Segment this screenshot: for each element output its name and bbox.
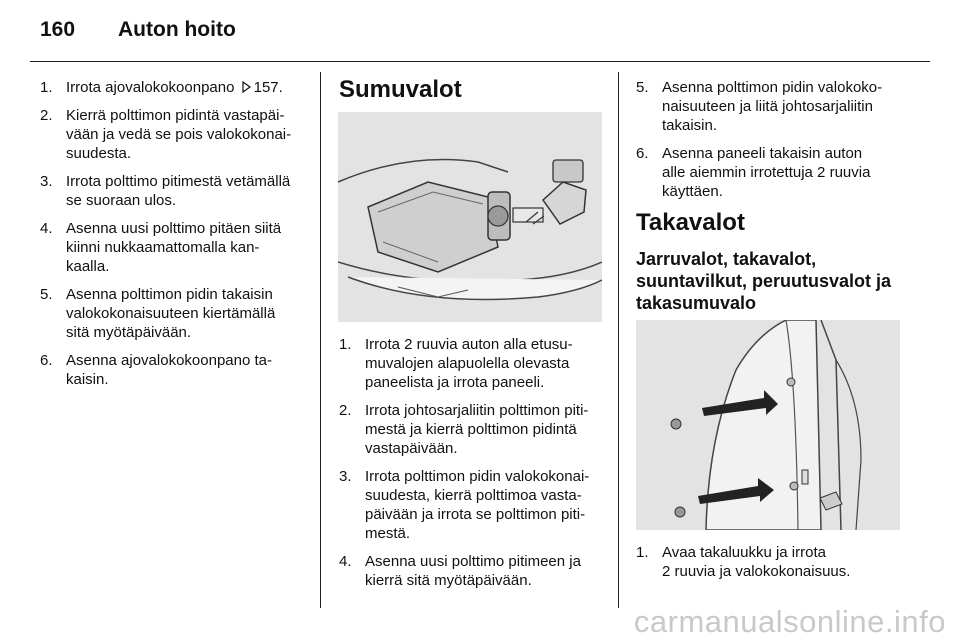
step-number: 5. xyxy=(40,286,53,303)
step-number: 1. xyxy=(636,544,649,561)
step-text-line: Asenna paneeli takaisin auton xyxy=(662,145,863,162)
step-number: 4. xyxy=(339,553,352,570)
step-text-line: Avaa takaluukku ja irrota xyxy=(662,544,826,561)
step-text-line: Asenna uusi polttimo pitäen siitä xyxy=(66,220,282,237)
right-column-steps-top xyxy=(636,78,912,210)
header-divider xyxy=(30,61,930,62)
tail-light-illustration xyxy=(636,320,900,530)
section-heading-sumuvalot: Sumuvalot xyxy=(339,76,462,103)
list-item xyxy=(40,172,312,210)
left-column xyxy=(40,78,312,398)
step-text-line: Irrota polttimo pitimestä vetämällä xyxy=(66,173,291,190)
step-number: 2. xyxy=(40,107,53,124)
list-item xyxy=(40,106,312,163)
list-item xyxy=(40,285,312,342)
step-text-line: Asenna uusi polttimo pitimeen ja xyxy=(365,553,581,570)
step-number: 5. xyxy=(636,79,649,96)
step-text-line: 2 ruuvia ja valokokonaisuus. xyxy=(662,563,851,580)
list-item xyxy=(40,351,312,389)
column-divider-right xyxy=(618,72,619,608)
column-divider-left xyxy=(320,72,321,608)
step-number: 3. xyxy=(339,468,352,485)
step-text-line: päivään ja irrota se polttimon piti- xyxy=(365,506,586,523)
step-text-line: Asenna polttimon pidin valokoko- xyxy=(662,79,883,96)
step-text-line: Asenna ajovalokokoonpano ta- xyxy=(66,352,272,369)
step-text-line: vään ja vedä se pois valokokonai- xyxy=(66,126,292,143)
step-text-line: naisuuteen ja liitä johtosarjaliitin xyxy=(662,98,873,115)
step-number: 6. xyxy=(40,352,53,369)
step-number: 3. xyxy=(40,173,53,190)
tail-light-step-list xyxy=(636,543,912,581)
step-number: 6. xyxy=(636,145,649,162)
left-step-list xyxy=(40,78,312,389)
step-text-line: se suoraan ulos. xyxy=(66,192,177,209)
step-text-line: kaisin. xyxy=(66,371,109,388)
step-number: 1. xyxy=(40,79,53,96)
step-text-line: mestä ja kierrä polttimon pidintä xyxy=(365,421,577,438)
step-text-line: kaalla. xyxy=(66,258,110,275)
right-column-steps-bottom xyxy=(636,543,912,590)
section-heading-takavalot: Takavalot xyxy=(636,209,745,236)
step-text-line: vastapäivään. xyxy=(365,440,458,457)
step-text-line: Kierrä polttimon pidintä vastapäi- xyxy=(66,107,285,124)
subsection-heading: Jarruvalot, takavalot, suuntavilkut, peruutusvalot ja takasumuvalo xyxy=(636,249,892,313)
step-text-line: takaisin. xyxy=(662,117,718,134)
step-text-line: kierrä sitä myötäpäivään. xyxy=(365,572,532,589)
step-text-line: paneelista ja irrota paneeli. xyxy=(365,374,545,391)
step-text-line: muvalojen alapuolella olevasta xyxy=(365,355,570,372)
step-number: 1. xyxy=(339,336,352,353)
page-number: 160 xyxy=(40,18,76,41)
step-text-line: käyttäen. xyxy=(662,183,723,200)
step-text-line: valokokonaisuuteen kiertämällä xyxy=(66,305,276,322)
step-text-line: kiinni nukkaamattomalla kan- xyxy=(66,239,260,256)
step-text-line: alle aiemmin irrotettuja 2 ruuvia xyxy=(662,164,871,181)
step-text-line: mestä. xyxy=(365,525,411,542)
step-text-line: Asenna polttimon pidin takaisin xyxy=(66,286,273,303)
list-item xyxy=(636,543,912,581)
page-title: Auton hoito xyxy=(118,18,236,41)
page-reference[interactable]: 157. xyxy=(253,79,283,96)
step-text-line: Irrota 2 ruuvia auton alla etusu- xyxy=(365,336,573,353)
list-item xyxy=(339,401,611,458)
step-number: 2. xyxy=(339,402,352,419)
step-text-line: suudesta. xyxy=(66,145,132,162)
step-number: 4. xyxy=(40,220,53,237)
triangle-right-outline-icon xyxy=(242,81,251,93)
step-text: Irrota ajovalokokoonpano xyxy=(66,79,235,96)
list-item xyxy=(339,552,611,590)
list-item xyxy=(339,335,611,392)
fog-light-step-list-continued xyxy=(636,78,912,201)
step-text-line: suudesta, kierrä polttimoa vasta- xyxy=(365,487,582,504)
fog-light-illustration xyxy=(338,112,602,322)
step-text-line: sitä myötäpäivään. xyxy=(66,324,192,341)
list-item xyxy=(40,78,312,97)
middle-column-steps xyxy=(339,335,611,599)
list-item xyxy=(636,144,912,201)
list-item xyxy=(40,219,312,276)
list-item xyxy=(339,467,611,543)
fog-light-step-list xyxy=(339,335,611,590)
list-item xyxy=(636,78,912,135)
step-text-line: Irrota polttimon pidin valokokonai- xyxy=(365,468,590,485)
watermark: carmanualsonline.info xyxy=(633,604,946,639)
step-text-line: Irrota johtosarjaliitin polttimon piti- xyxy=(365,402,589,419)
